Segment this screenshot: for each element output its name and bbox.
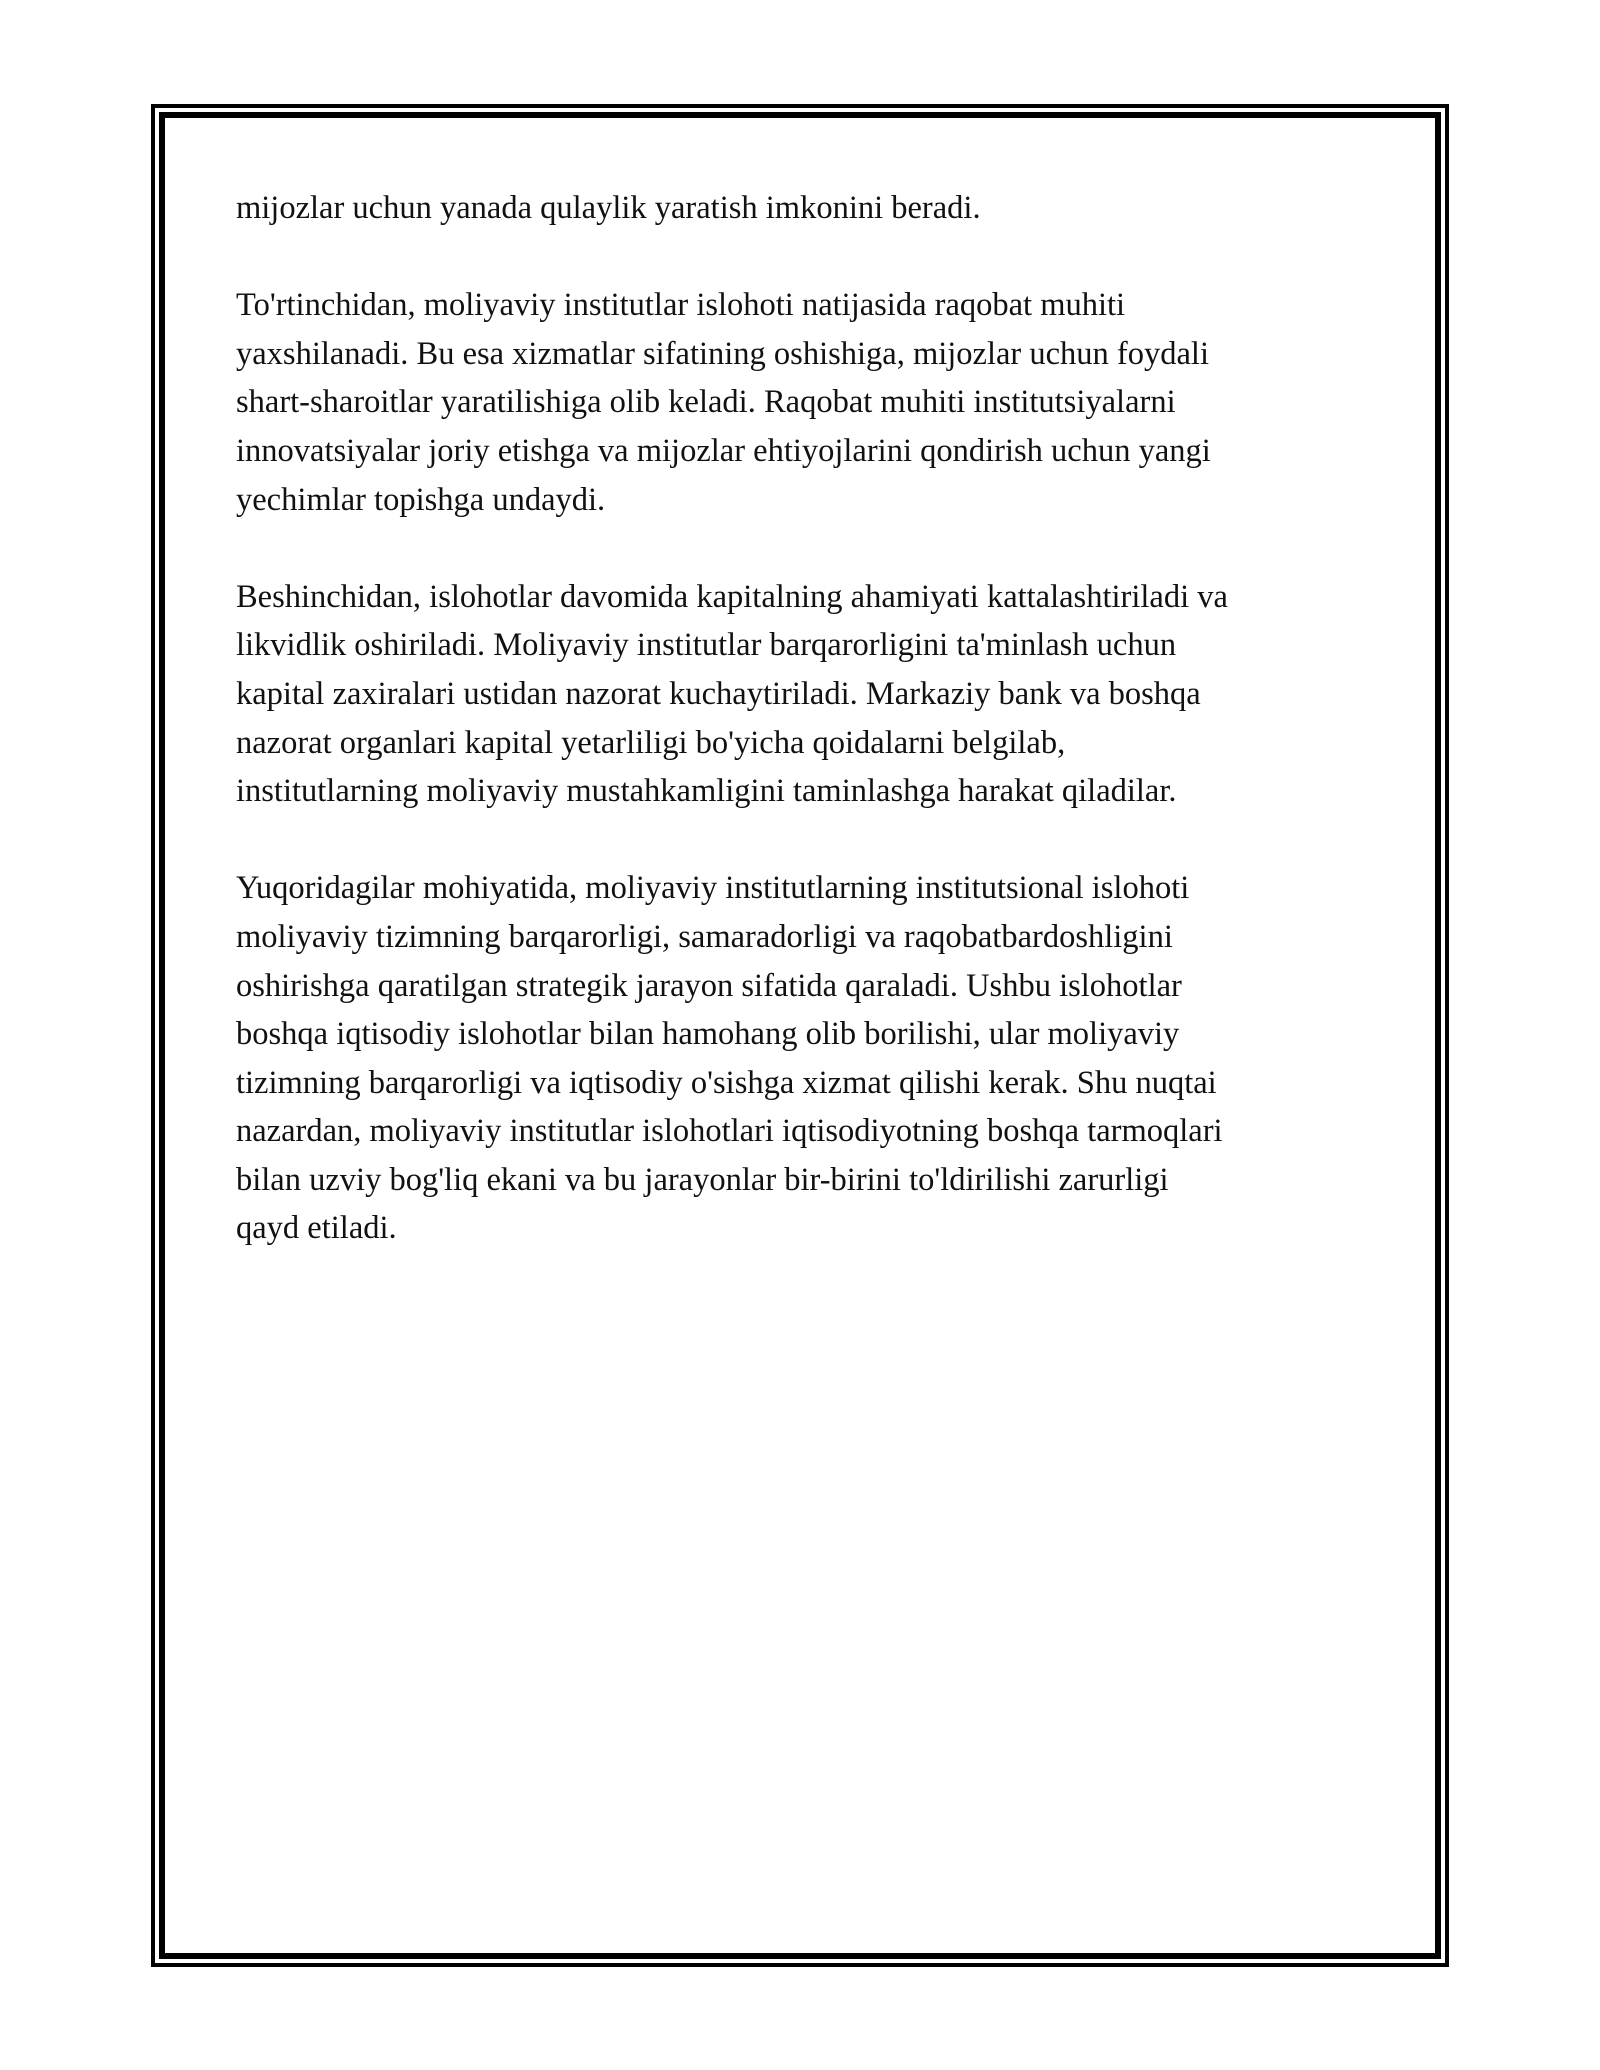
paragraph: Beshinchidan, islohotlar davomida kapitalning ahamiyati kattalashtiriladi va likvidlik oshiriladi. Moliyaviy institutlar barqarorligini ta'minlash uchun kapital zaxiralari ustidan nazorat kuchaytiriladi. Markaziy bank va boshqa nazorat organlari kapital yetarliligi bo'yicha qoidalarni belgilab, institutlarning moliyaviy mustahkamligini taminlashga harakat qiladilar. xyxy=(236,578,1228,810)
paragraph: mijozlar uchun yanada qulaylik yaratish imkonini beradi. xyxy=(236,190,981,226)
paragraph: To'rtinchidan, moliyaviy institutlar islohoti natijasida raqobat muhiti yaxshilanadi. Bu esa xizmatlar sifatining oshishiga, mijozlar uchun foydali shart-sharoitlar yaratilishiga olib keladi. Raqobat muhiti institutsiyalarni innovatsiyalar joriy etishga va mijozlar ehtiyojlarini qondirish uchun yangi yechimlar topishga undaydi. xyxy=(236,287,1211,518)
paragraph: Yuqoridagilar mohiyatida, moliyaviy institutlarning institutsional islohoti moliyaviy tizimning barqarorligi, samaradorligi va raqobatbardoshligini oshirishga qaratilgan strategik jarayon sifatida qaraladi. Ushbu islohotlar boshqa iqtisodiy islohotlar bilan hamohang olib borilishi, ular moliyaviy tizimning barqarorligi va iqtisodiy o'sishga xizmat qilishi kerak. Shu nuqtai nazardan, moliyaviy institutlar islohotlari iqtisodiyotning boshqa tarmoqlari bilan uzviy bog'liq ekani va bu jarayonlar bir-birini to'ldirilishi zarurligi qayd etiladi. xyxy=(236,870,1223,1247)
body-text xyxy=(236,184,1376,1302)
